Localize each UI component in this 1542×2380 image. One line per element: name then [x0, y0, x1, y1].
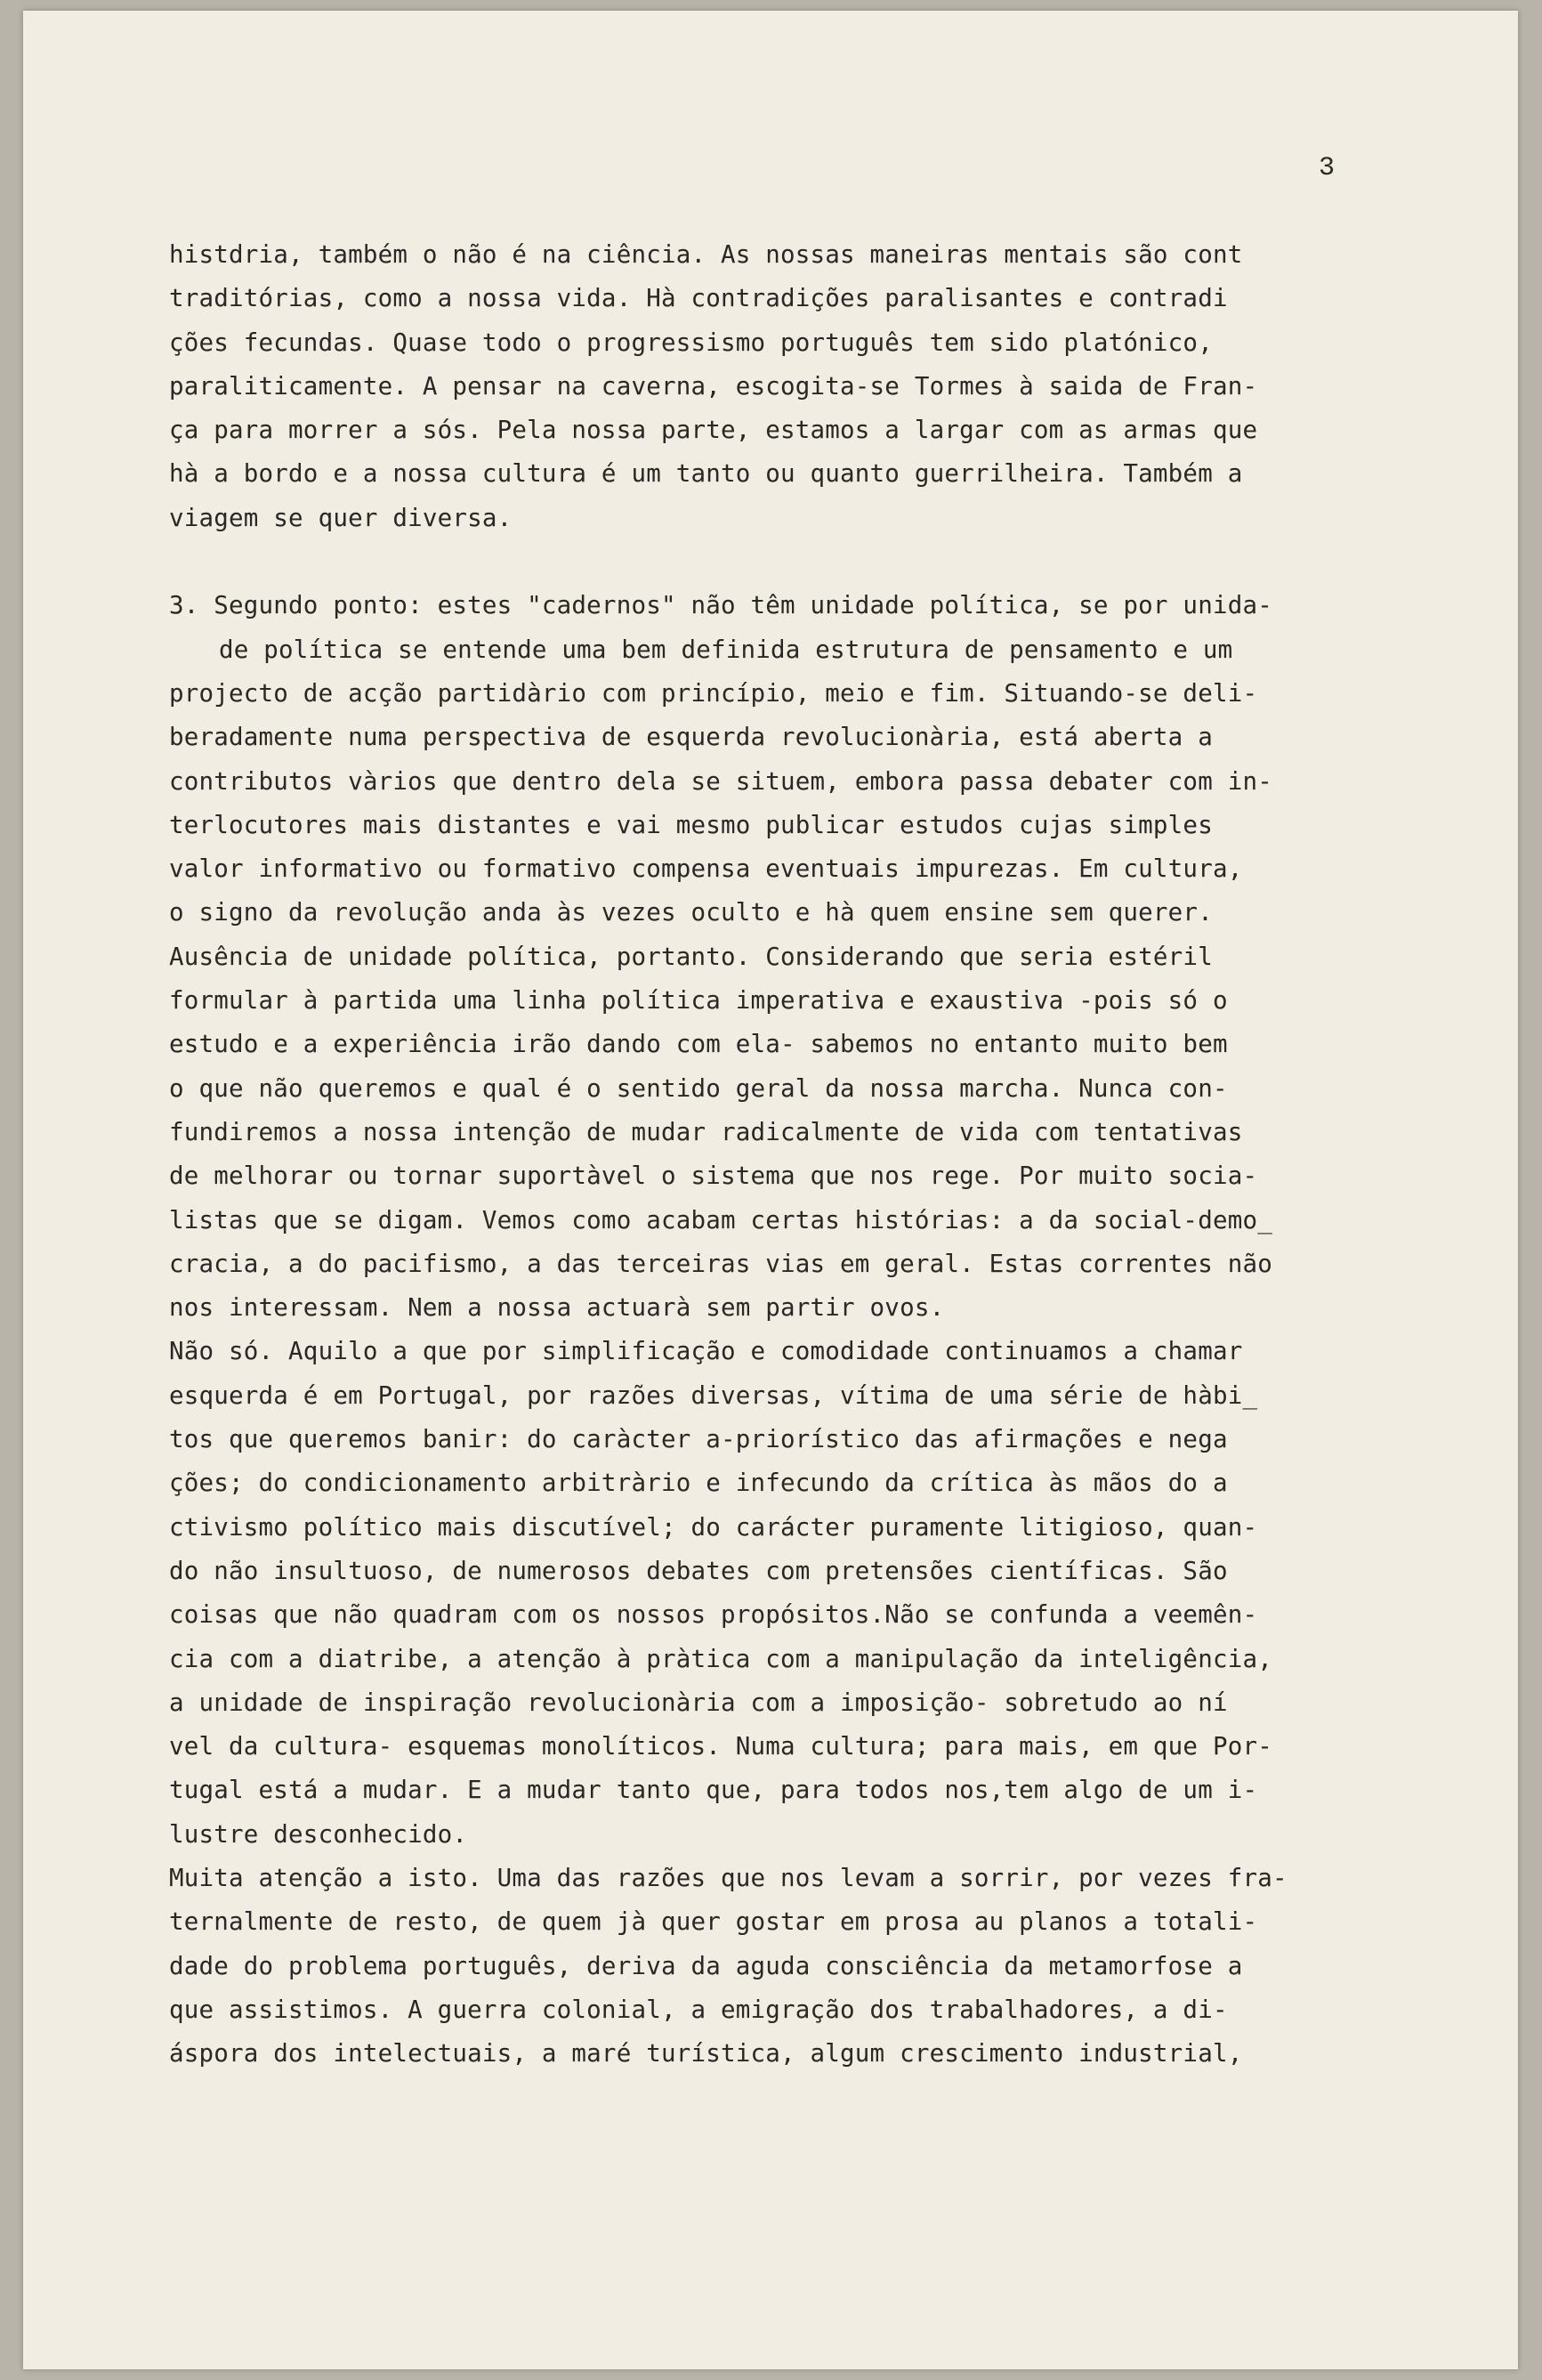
text-line: 3. Segundo ponto: estes "cadernos" não têm unidade política, se por unida- — [169, 591, 1272, 620]
text-line: de melhorar ou tornar suportàvel o sistema que nos rege. Por muito socia- — [169, 1162, 1258, 1191]
text-line: Muita atenção a isto. Uma das razões que nos levam a sorrir, por vezes fra- — [169, 1863, 1288, 1892]
paragraph-1 — [169, 233, 1386, 540]
text-line: ções; do condicionamento arbitràrio e infecundo da crítica às mãos do a — [169, 1469, 1228, 1498]
text-line: estudo e a experiência irão dando com ela- sabemos no entanto muito bem — [169, 1030, 1228, 1059]
text-line: ctivismo político mais discutível; do carácter puramente litigioso, quan- — [169, 1512, 1258, 1542]
text-line: Ausência de unidade política, portanto. Considerando que seria estéril — [169, 942, 1213, 971]
page-number: 3 — [1319, 153, 1336, 183]
text-line: esquerda é em Portugal, por razões diversas, vítima de uma série de hàbi_ — [169, 1380, 1258, 1410]
text-line: dade do problema português, deriva da aguda consciência da metamorfose a — [169, 1951, 1243, 1980]
text-line: do não insultuoso, de numerosos debates com pretensões científicas. São — [169, 1556, 1228, 1585]
text-line: lustre desconhecido. — [169, 1819, 468, 1849]
text-line: viagem se quer diversa. — [169, 503, 513, 532]
body-text — [169, 233, 1386, 2076]
text-line: beradamente numa perspectiva de esquerda revolucionària, está aberta a — [169, 723, 1213, 752]
text-line: fundiremos a nossa intenção de mudar radicalmente de vida com tentativas — [169, 1117, 1243, 1146]
text-line: de política se entende uma bem definida estrutura de pensamento e um — [219, 635, 1233, 664]
text-line: hà a bordo e a nossa cultura é um tanto ou quanto guerrilheira. Também a — [169, 459, 1243, 489]
text-line: Não só. Aquilo a que por simplificação e comodidade continuamos a chamar — [169, 1337, 1243, 1366]
document-page — [23, 11, 1518, 2369]
text-line: coisas que não quadram com os nossos propósitos.Não se confunda a veemên- — [169, 1600, 1258, 1630]
text-line: valor informativo ou formativo compensa eventuais impurezas. Em cultura, — [169, 854, 1243, 884]
text-line: histdria, também o não é na ciência. As nossas maneiras mentais são cont — [169, 240, 1243, 269]
text-line: listas que se digam. Vemos como acabam certas histórias: a da social-demo_ — [169, 1205, 1272, 1235]
text-line: cracia, a do pacifismo, a das terceiras vias em geral. Estas correntes não — [169, 1249, 1272, 1278]
text-line: tugal está a mudar. E a mudar tanto que, para todos nos,tem algo de um i- — [169, 1776, 1258, 1805]
text-line: formular à partida uma linha política imperativa e exaustiva -pois só o — [169, 986, 1228, 1016]
text-line: o que não queremos e qual é o sentido geral da nossa marcha. Nunca con- — [169, 1073, 1228, 1103]
text-line: ternalmente de resto, de quem jà quer gostar em prosa au planos a totali- — [169, 1907, 1258, 1937]
text-line: contributos vàrios que dentro dela se situem, embora passa debater com in- — [169, 766, 1272, 796]
text-line: paraliticamente. A pensar na caverna, escogita-se Tormes à saida de Fran- — [169, 371, 1258, 401]
paragraph-spacer — [169, 540, 1386, 584]
text-line: cia com a diatribe, a atenção à pràtica com a manipulação da inteligência, — [169, 1644, 1272, 1673]
text-line: projecto de acção partidàrio com princípio, meio e fim. Situando-se deli- — [169, 678, 1258, 708]
text-line: vel da cultura- esquemas monolíticos. Numa cultura; para mais, em que Por- — [169, 1732, 1272, 1761]
text-line: traditórias, como a nossa vida. Hà contradições paralisantes e contradi — [169, 284, 1228, 313]
text-line: o signo da revolução anda às vezes oculto e hà quem ensine sem querer. — [169, 898, 1213, 927]
text-line: terlocutores mais distantes e vai mesmo publicar estudos cujas simples — [169, 810, 1213, 839]
text-line: que assistimos. A guerra colonial, a emigração dos trabalhadores, a di- — [169, 1995, 1228, 2024]
text-line: a unidade de inspiração revolucionària com a imposição- sobretudo ao ní — [169, 1688, 1228, 1717]
text-line: tos que queremos banir: do caràcter a-priorístico das afirmações e nega — [169, 1425, 1228, 1454]
text-line: ça para morrer a sós. Pela nossa parte, estamos a largar com as armas que — [169, 416, 1258, 445]
text-line: áspora dos intelectuais, a maré turística, algum crescimento industrial, — [169, 2039, 1243, 2068]
text-line: nos interessam. Nem a nossa actuarà sem partir ovos. — [169, 1293, 945, 1323]
text-line: ções fecundas. Quase todo o progressismo português tem sido platónico, — [169, 328, 1213, 357]
paragraph-2 — [169, 584, 1386, 2076]
